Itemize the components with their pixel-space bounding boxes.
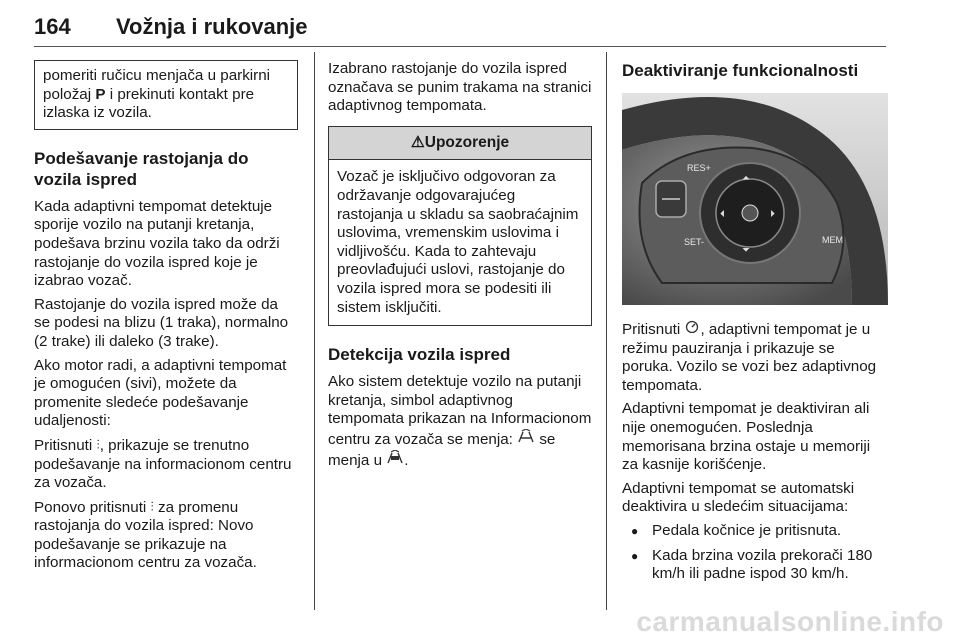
cruise-gray-icon <box>517 429 535 449</box>
park-position-label: P <box>95 85 106 103</box>
section-heading: Detekcija vozila ispred <box>328 345 511 365</box>
steering-wheel-controls-image <box>622 93 888 305</box>
section-heading: Podešavanje rastojanja do vozila ispred <box>34 148 249 189</box>
set-label: SET- <box>684 237 705 247</box>
svg-text:⏴: ⏴ <box>720 209 725 220</box>
column-3 <box>622 60 888 590</box>
mem-label: MEM <box>822 235 843 245</box>
column-divider <box>314 52 315 610</box>
warning-title: Upozorenje <box>424 133 510 151</box>
column-2 <box>328 60 592 475</box>
cruise-pause-icon <box>684 319 700 339</box>
res-label: RES+ <box>687 163 711 173</box>
paragraph: Kada adaptivni tempomat detektuje sporije vozilo na putanji kretanja, podešava brzinu vozila tako da održi rastojanje do vozila ispred koje je izabrao vozač. <box>34 197 280 290</box>
distance-bars-icon: ⫶ <box>96 436 100 452</box>
warning-text: Vozač je isključivo odgovoran za održavanje odgovarajućeg rastojanja u skladu sa saobraćajnim uslovima, vremenskim uslovima i vidljivošću. Kada to zahtevaju preovlađujući uslovi, rastojanje do vozila ispred mora se podesiti ili sistem isključiti. <box>337 168 579 316</box>
paragraph: Adaptivni tempomat se automatski deaktivira u sledećim situacijama: <box>622 479 855 516</box>
list-item: ● Kada brzina vozila prekorači 180 km/h ili padne ispod 30 km/h. <box>622 547 888 584</box>
warning-box <box>328 126 592 326</box>
paragraph: Ponovo pritisnuti ⫶ za promenu rastojanja do vozila ispred: Novo podešavanje se prikazuje na informacionom centru za vozača. <box>34 498 257 572</box>
section-heading: Deaktiviranje funkcionalnosti <box>622 61 859 80</box>
svg-text:⏵: ⏵ <box>770 209 775 220</box>
page-header <box>34 6 886 47</box>
page-title: Vožnja i rukovanje <box>116 14 308 39</box>
column-1 <box>34 60 298 578</box>
svg-text:⏶: ⏶ <box>742 173 750 184</box>
warning-icon: ⚠ <box>410 133 425 151</box>
watermark: carmanualsonline.info <box>636 606 944 637</box>
warning-header <box>329 127 591 161</box>
cruise-vehicle-icon <box>386 450 404 470</box>
paragraph: Pritisnuti , adaptivni tempomat je u režimu pauziranja i prikazuje se poruka. Vozilo se vozi bez adaptivnog tempomata. <box>622 321 877 394</box>
list-item: ● Pedala kočnice je pritisnuta. <box>622 522 888 541</box>
page-number: 164 <box>34 14 71 39</box>
paragraph: Ako sistem detektuje vozilo na putanji kretanja, simbol adaptivnog tempomata prikazan na Informacionom centru za vozača se menja: se menja u . <box>328 373 592 469</box>
continued-warning-box: pomeriti ručicu menjača u parkirni položaj P i prekinuti kontakt pre izlaska iz vozila. <box>34 60 298 130</box>
column-divider <box>606 52 607 610</box>
distance-bars-icon: ⫶ <box>150 498 154 514</box>
paragraph: Izabrano rastojanje do vozila ispred označava se punim trakama na stranici adaptivnog tempomata. <box>328 60 592 115</box>
paragraph: Adaptivni tempomat je deaktiviran ali nije onemogućen. Poslednja memorisana brzina ostaje u memoriji za kasnije korišćenje. <box>622 400 871 474</box>
paragraph: Ako motor radi, a adaptivni tempomat je omogućen (sivi), možete da promenite sledeće podešavanje udaljenosti: <box>34 356 287 430</box>
bullet-list <box>622 522 888 584</box>
paragraph: Rastojanje do vozila ispred može da se podesi na blizu (1 traka), normalno (2 trake) ili daleko (3 trake). <box>34 295 289 350</box>
paragraph: Pritisnuti ⫶, prikazuje se trenutno podešavanje na informacionom centru za vozača. <box>34 436 292 492</box>
svg-text:⏷: ⏷ <box>742 245 750 256</box>
